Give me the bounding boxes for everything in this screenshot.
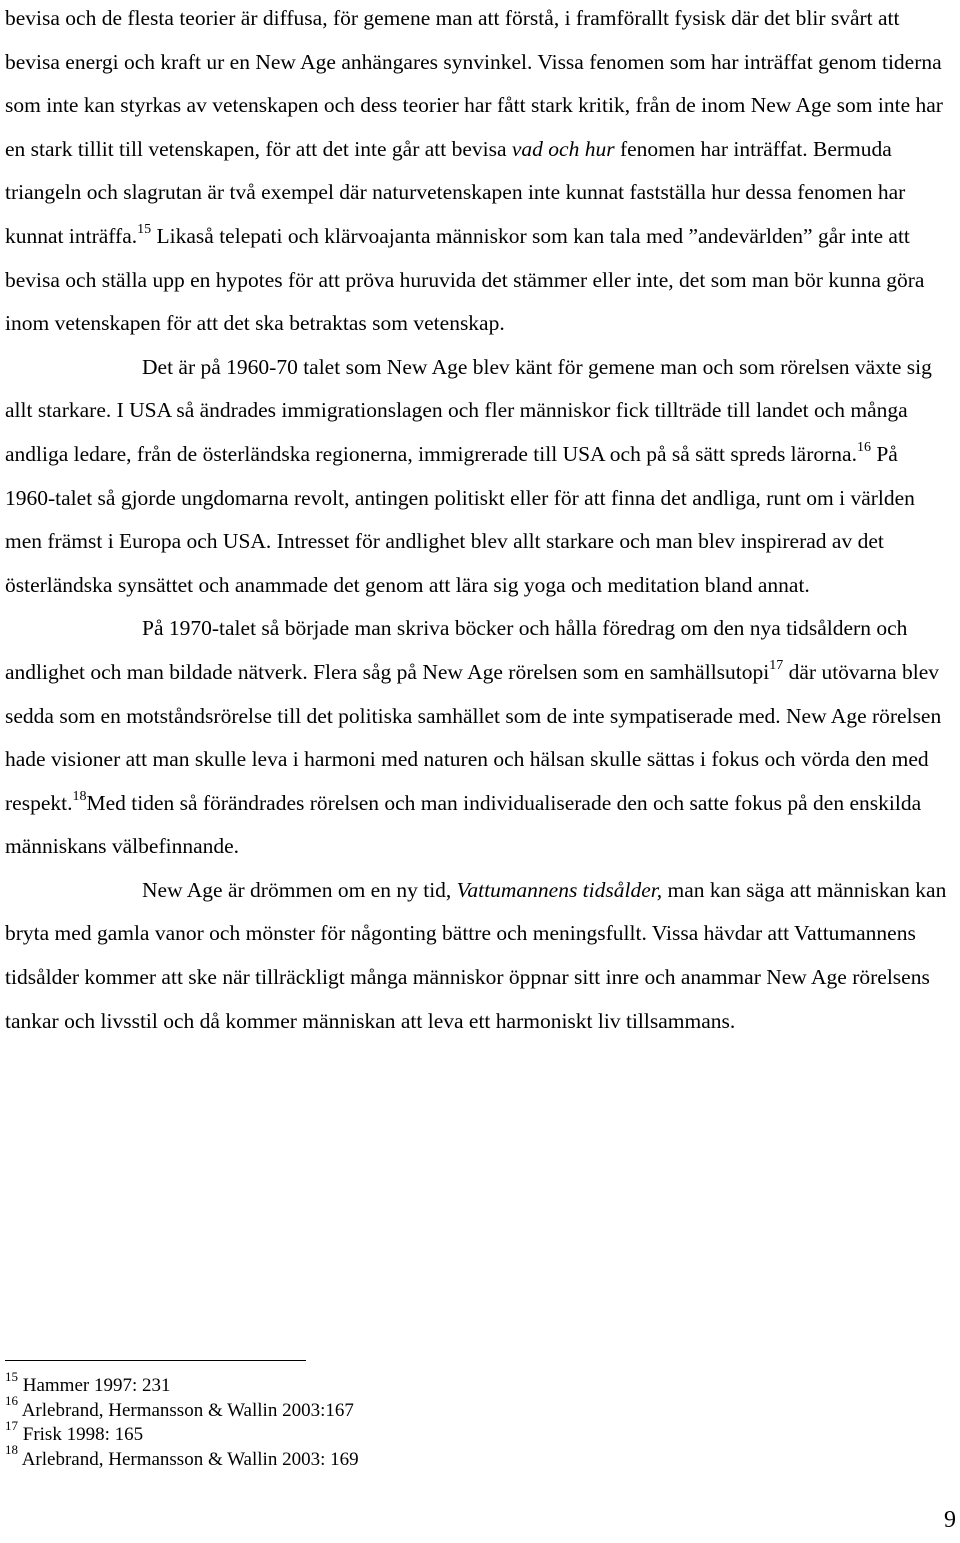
paragraph: [5, 869, 950, 1043]
page-number: 9: [944, 1507, 956, 1533]
footnote-text: Arlebrand, Hermansson & Wallin 2003: 169: [21, 1448, 359, 1470]
body-text: [5, 0, 950, 1043]
text-run: Likaså telepati och klärvoajanta människor som kan tala med ”andevärlden” går inte att bevisa och ställa upp en hypotes för att pröva huruvida det stämmer eller inte, det som man bör kunna göra inom vetenskapen för att det ska betraktas som vetenskap.: [5, 223, 925, 336]
text-run: fenomen har inträffat. Bermuda triangeln och slagrutan är två exempel där naturvetenskapen inte kunnat fastställa hur dessa fenomen har kunnat inträffa.: [5, 136, 906, 248]
text-run: På 1970-talet så började man skriva böcker och hålla föredrag om den nya tidsåldern och andlighet och man bildade nätverk. Flera såg på New Age rörelsen som en samhällsutopi: [5, 616, 908, 684]
paragraph: [5, 607, 950, 869]
footnote-ref: 16: [856, 439, 871, 455]
text-run: New Age är drömmen om en ny tid,: [142, 877, 457, 902]
text-run: Det är på 1960-70 talet som New Age blev känt för gemene man och som rörelsen växte sig allt starkare. I USA så ändrades immigrationslagen och fler människor fick tillträde till landet och många andliga ledare, från de österländska regionerna, immigrerade till USA och på så sätt spreds lärorna.: [5, 354, 932, 466]
footnote: [5, 1417, 359, 1448]
footnote-text: Hammer 1997: 231: [22, 1375, 171, 1396]
footnote-text: Frisk 1998: 165: [22, 1424, 144, 1445]
paragraph: [5, 0, 950, 346]
footnote-separator: [5, 1360, 306, 1361]
footnote: [5, 1368, 359, 1399]
footnote-text: Arlebrand, Hermansson & Wallin 2003:167: [21, 1399, 354, 1421]
text-run: Med tiden så förändrades rörelsen och man individualiserade den och satte fokus på den enskilda människans välbefinnande.: [5, 790, 922, 859]
text-run: På 1960-talet så gjorde ungdomarna revolt, antingen politiskt eller för att finna det andliga, runt om i världen men främst i Europa och USA. Intresset för andlighet blev allt starkare och man blev inspirerad av det österländska synsättet och anammade det genom att lära sig yoga och meditation bland annat.: [5, 441, 915, 597]
footnote: [5, 1442, 359, 1473]
italic-text: Vattumannens tidsålder,: [456, 877, 663, 902]
italic-text: vad och hur: [511, 136, 615, 161]
footnote-number: 17: [5, 1417, 18, 1433]
footnote: [5, 1393, 359, 1424]
footnote-number: 16: [5, 1393, 18, 1409]
footnote-ref: 18: [72, 788, 87, 804]
footnotes: [5, 1368, 359, 1472]
footnote-number: 15: [5, 1368, 18, 1384]
paragraph: [5, 346, 950, 608]
text-run: man kan säga att människan kan bryta med gamla vanor och mönster för någonting bättre och meningsfullt. Vissa hävdar att Vattumannens tidsålder kommer att ske när tillräckligt många människor öppnar sitt inre och anammar New Age rörelsens tankar och livsstil och då kommer människan att leva ett harmoniskt liv tillsammans.: [5, 877, 947, 1033]
footnote-number: 18: [5, 1442, 18, 1458]
text-run: där utövarna blev sedda som en motståndsrörelse till det politiska samhället som de inte sympatiserade med. New Age rörelsen hade visioner att man skulle leva i harmoni med naturen och hälsan skulle sättas i fokus och vörda den med respekt.: [5, 659, 942, 815]
footnote-ref: 15: [137, 221, 152, 237]
footnote-ref: 17: [769, 657, 784, 673]
text-run: bevisa och de flesta teorier är diffusa, för gemene man att förstå, i framförallt fysisk där det blir svårt att bevisa energi och kraft ur en New Age anhängares synvinkel. Vissa fenomen som har inträffat genom tiderna som inte kan styrkas av vetenskapen och dess teorier har fått stark kritik, från de inom New Age som inte har en stark tillit till vetenskapen, för att det inte går att bevisa: [5, 6, 943, 161]
